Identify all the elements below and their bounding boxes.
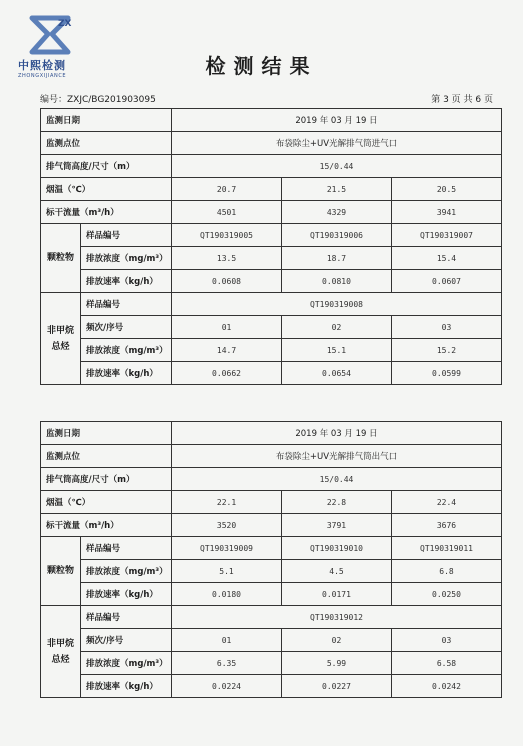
table-cell: 0.0171 [282,583,392,606]
table-cell: 20.7 [172,178,282,201]
table-cell: 21.5 [282,178,392,201]
stack-label: 排气筒高度/尺寸（m） [41,155,172,178]
table-cell: 5.1 [172,560,282,583]
table-row [41,583,502,606]
rate-label: 排放速率（kg/h） [81,675,172,698]
table-cell: QT190319011 [391,537,501,560]
table-row [41,224,502,247]
table-cell: 13.5 [172,247,282,270]
table-cell: 6.8 [391,560,501,583]
table-cell: 0.0227 [282,675,392,698]
table-row [41,178,502,201]
table-row [41,201,502,224]
date-label: 监测日期 [41,422,172,445]
table-cell: 4329 [282,201,392,224]
table-cell: 4501 [172,201,282,224]
sample-no-label: 样品编号 [81,293,172,316]
table-cell: 3676 [391,514,501,537]
table-row [41,675,502,698]
date-value: 2019 年 03 月 19 日 [172,109,502,132]
table-row [41,155,502,178]
sample-no-label: 样品编号 [81,224,172,247]
table-row [41,270,502,293]
table-cell: QT190319012 [172,606,502,629]
table-cell: 3941 [391,201,501,224]
table-cell: 22.4 [391,491,501,514]
temp-label: 烟温（℃） [41,491,172,514]
table-cell: QT190319006 [282,224,392,247]
table-cell: 03 [391,316,501,339]
rate-label: 排放速率（kg/h） [81,583,172,606]
point-label: 监测点位 [41,132,172,155]
table-cell: 0.0224 [172,675,282,698]
flow-label: 标干流量（m³/h） [41,514,172,537]
table-cell: 0.0250 [391,583,501,606]
table-row [41,109,502,132]
date-label: 监测日期 [41,109,172,132]
freq-label: 频次/序号 [81,316,172,339]
stack-value: 15/0.44 [172,468,502,491]
table-cell: 15.4 [391,247,501,270]
svg-text:ZX: ZX [58,19,72,29]
table-row [41,132,502,155]
page-indicator: 第 3 页 共 6 页 [431,95,493,105]
results-table-outlet [40,421,502,698]
table-row [41,316,502,339]
table-row [41,445,502,468]
table-cell: 5.99 [282,652,392,675]
table-cell: 0.0810 [282,270,392,293]
sample-no-label: 样品编号 [81,606,172,629]
table-row [41,606,502,629]
table-cell: QT190319009 [172,537,282,560]
freq-label: 频次/序号 [81,629,172,652]
table-row [41,560,502,583]
stack-label: 排气筒高度/尺寸（m） [41,468,172,491]
point-value: 布袋除尘+UV光解排气筒进气口 [172,132,502,155]
table-cell: QT190319005 [172,224,282,247]
table-cell: 15.2 [391,339,501,362]
table-cell: 18.7 [282,247,392,270]
table-cell: 0.0242 [391,675,501,698]
table-row [41,468,502,491]
table-row [41,629,502,652]
table-cell: 14.7 [172,339,282,362]
nmhc-group-label: 非甲烷总烃 [41,606,81,698]
table-row [41,422,502,445]
table-cell: 15.1 [282,339,392,362]
page-title: 检测结果 [205,54,318,78]
table-row [41,362,502,385]
table-cell: 6.58 [391,652,501,675]
temp-label: 烟温（℃） [41,178,172,201]
nmhc-group-label: 非甲烷总烃 [41,293,81,385]
table-row [41,339,502,362]
conc-label: 排放浓度（mg/m³） [81,339,172,362]
table-row [41,491,502,514]
table-cell: 03 [391,629,501,652]
table-cell: 20.5 [391,178,501,201]
conc-label: 排放浓度（mg/m³） [81,652,172,675]
table-cell: 01 [172,316,282,339]
results-table-inlet [40,108,502,385]
table-cell: 4.5 [282,560,392,583]
logo-name-en: ZHONGXIJIANCE [18,73,67,79]
report-number: 编号：ZXJC/BG201903095 [40,95,156,105]
table-row [41,293,502,316]
table-cell: 22.8 [282,491,392,514]
conc-label: 排放浓度（mg/m³） [81,560,172,583]
table-cell: 0.0654 [282,362,392,385]
stack-value: 15/0.44 [172,155,502,178]
point-value: 布袋除尘+UV光解排气筒出气口 [172,445,502,468]
table-cell: 22.1 [172,491,282,514]
table-cell: 01 [172,629,282,652]
particulate-group-label: 颗粒物 [41,224,81,293]
table-cell: QT190319010 [282,537,392,560]
table-cell: 3791 [282,514,392,537]
rate-label: 排放速率（kg/h） [81,362,172,385]
date-value: 2019 年 03 月 19 日 [172,422,502,445]
table-row [41,537,502,560]
flow-label: 标干流量（m³/h） [41,201,172,224]
table-row [41,514,502,537]
point-label: 监测点位 [41,445,172,468]
table-row [41,652,502,675]
table-row [41,247,502,270]
particulate-group-label: 颗粒物 [41,537,81,606]
table-cell: QT190319008 [172,293,502,316]
sample-no-label: 样品编号 [81,537,172,560]
table-cell: 0.0607 [391,270,501,293]
table-cell: 0.0662 [172,362,282,385]
table-cell: 0.0608 [172,270,282,293]
conc-label: 排放浓度（mg/m³） [81,247,172,270]
logo-name-cn: 中熙检测 [18,59,66,72]
table-cell: 6.35 [172,652,282,675]
table-cell: QT190319007 [391,224,501,247]
table-cell: 3520 [172,514,282,537]
table-cell: 02 [282,629,392,652]
table-cell: 0.0180 [172,583,282,606]
rate-label: 排放速率（kg/h） [81,270,172,293]
table-cell: 0.0599 [391,362,501,385]
table-cell: 02 [282,316,392,339]
